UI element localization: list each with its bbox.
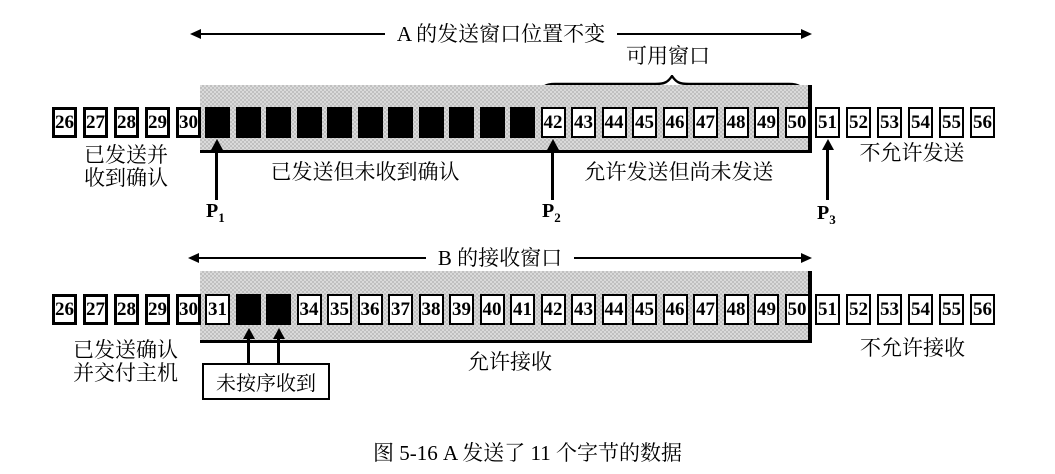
- receiver-span-arrow: [188, 248, 812, 268]
- byte-cell: 50: [785, 107, 810, 138]
- not-allowed-send-label: 不允许发送: [859, 141, 965, 165]
- byte-cell: 56: [970, 107, 995, 138]
- byte-cell: 51: [815, 294, 840, 325]
- byte-cell-filled: [236, 294, 261, 325]
- byte-cell-filled: [388, 107, 413, 138]
- sender-acked-label: [52, 144, 200, 190]
- sender-span-arrow: [190, 24, 812, 44]
- p1-letter: P: [206, 200, 219, 222]
- byte-cell-filled: [236, 107, 261, 138]
- sender-acked-cells: [52, 107, 201, 138]
- byte-cell: 54: [908, 294, 933, 325]
- pointer-p3-arrow: [826, 150, 829, 200]
- sent-unacked-label: 已发送但未收到确认: [270, 160, 460, 184]
- byte-cell: 34: [297, 294, 322, 325]
- byte-cell: 43: [571, 294, 596, 325]
- byte-cell: 28: [114, 107, 139, 138]
- usable-window-label: 可用窗口: [626, 44, 710, 68]
- byte-cell: 27: [83, 294, 108, 325]
- p3-letter: P: [817, 202, 830, 224]
- out-of-order-cells: [236, 294, 292, 325]
- byte-cell-filled: [449, 107, 474, 138]
- byte-cell: 36: [358, 294, 383, 325]
- out-of-order-arrow-2: [277, 339, 280, 363]
- pointer-p2-arrow: [551, 150, 554, 200]
- byte-cell: 37: [388, 294, 413, 325]
- not-allowed-receive-label: 不允许接收: [860, 336, 965, 360]
- byte-cell: 35: [327, 294, 352, 325]
- byte-cell: 51: [815, 107, 840, 138]
- allow-receive-label: 允许接收: [468, 350, 552, 374]
- p1-subscript: 1: [218, 210, 225, 225]
- arrow-line: [199, 33, 385, 35]
- p2-letter: P: [542, 200, 555, 222]
- byte-cell: 29: [145, 294, 170, 325]
- byte-cell: 26: [52, 294, 77, 325]
- arrow-right-head-icon: [801, 29, 812, 39]
- byte-cell-filled: [510, 107, 535, 138]
- arrow-right-head-icon: [801, 253, 812, 263]
- byte-cell-filled: [266, 107, 291, 138]
- sender-window-cells: [205, 107, 810, 138]
- byte-cell-filled: [266, 294, 291, 325]
- out-of-order-arrow-1: [247, 339, 250, 363]
- byte-cell: 27: [83, 107, 108, 138]
- byte-cell: 55: [939, 294, 964, 325]
- byte-cell: 52: [846, 294, 871, 325]
- out-of-order-label: 未按序收到: [216, 373, 316, 395]
- byte-cell-filled: [327, 107, 352, 138]
- byte-cell: 28: [114, 294, 139, 325]
- out-of-order-box: [202, 363, 330, 400]
- byte-cell: 53: [877, 107, 902, 138]
- byte-cell: 26: [52, 107, 77, 138]
- byte-cell: 30: [176, 107, 201, 138]
- byte-cell: 31: [205, 294, 230, 325]
- byte-cell: 44: [602, 107, 627, 138]
- receiver-window-cells: [205, 294, 810, 325]
- byte-cell: 53: [877, 294, 902, 325]
- byte-cell-filled: [358, 107, 383, 138]
- byte-cell: 46: [663, 294, 688, 325]
- receiver-left-label: [48, 339, 203, 385]
- receivable-cells: [297, 294, 810, 325]
- byte-cell: 44: [602, 294, 627, 325]
- receiver-left-label-line2: 并交付主机: [73, 361, 178, 385]
- receiver-left-cells: [52, 294, 201, 325]
- byte-cell: 46: [663, 107, 688, 138]
- receiver-span-label: B 的接收窗口: [437, 246, 563, 270]
- figure-caption: 图 5-16 A 发送了 11 个字节的数据: [373, 441, 682, 465]
- byte-cell: 41: [510, 294, 535, 325]
- byte-cell: 52: [846, 107, 871, 138]
- byte-cell: 55: [939, 107, 964, 138]
- usable-cells: [541, 107, 810, 138]
- arrow-line: [574, 257, 803, 259]
- sender-span-label: A 的发送窗口位置不变: [396, 22, 606, 46]
- sent-unacked-cells: [205, 107, 535, 138]
- byte-cell: 48: [724, 294, 749, 325]
- byte-cell-filled: [419, 107, 444, 138]
- receiver-left-label-line1: 已发送确认: [73, 338, 178, 362]
- p2-subscript: 2: [554, 210, 561, 225]
- byte-cell: 45: [632, 294, 657, 325]
- sender-right-cells: [815, 107, 995, 138]
- byte-cell-filled: [480, 107, 505, 138]
- arrow-line: [197, 257, 426, 259]
- byte-cell: 42: [541, 294, 566, 325]
- byte-cell: 29: [145, 107, 170, 138]
- pointer-p2-label: [542, 200, 561, 226]
- byte-cell: 47: [693, 294, 718, 325]
- byte-cell: 43: [571, 107, 596, 138]
- byte-cell: 45: [632, 107, 657, 138]
- sender-acked-label-line1: 已发送并: [84, 143, 168, 167]
- byte-cell: 38: [419, 294, 444, 325]
- pointer-p1-label: [206, 200, 225, 226]
- byte-cell-filled: [297, 107, 322, 138]
- usable-send-label: 允许发送但尚未发送: [584, 160, 774, 184]
- byte-cell: 48: [724, 107, 749, 138]
- byte-cell: 42: [541, 107, 566, 138]
- pointer-p3-label: [817, 202, 836, 228]
- byte-cell: 47: [693, 107, 718, 138]
- sender-acked-label-line2: 收到确认: [84, 166, 168, 190]
- byte-cell: 39: [449, 294, 474, 325]
- byte-cell: 50: [785, 294, 810, 325]
- byte-cell: 54: [908, 107, 933, 138]
- receiver-right-cells: [815, 294, 995, 325]
- byte-cell: 40: [480, 294, 505, 325]
- byte-cell: 30: [176, 294, 201, 325]
- arrow-line: [617, 33, 803, 35]
- byte-cell-filled: [205, 107, 230, 138]
- byte-cell: 56: [970, 294, 995, 325]
- byte-cell: 49: [754, 294, 779, 325]
- p3-subscript: 3: [829, 212, 836, 227]
- pointer-p1-arrow: [215, 150, 218, 200]
- byte-cell: 49: [754, 107, 779, 138]
